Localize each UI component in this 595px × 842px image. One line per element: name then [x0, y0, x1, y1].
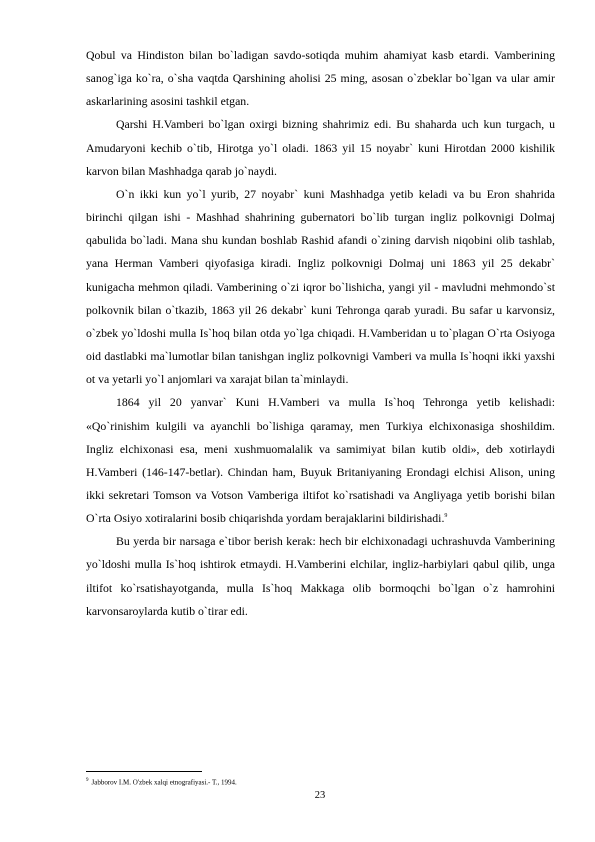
footnote-marker: 9 [86, 778, 89, 783]
footnote-divider [86, 771, 202, 772]
paragraph-4 [86, 391, 555, 530]
paragraph-5: Bu yerda bir narsaga e`tibor berish kerak: hech bir elchixonadagi uchrashuvda Vamberining yo`ldoshi mulla Is`hoq ishtirok etmaydi. H.Vamberini elchilar, ingliz-harbiylari qabul qilib, unga iltifot ko`rsatishayotganda, mulla Is`hoq Makkaga olib bormoqchi bo`lgan o`z hamrohini karvonsaroylarda kutib o`tirar edi. [86, 534, 555, 618]
paragraph-4-text: 1864 yil 20 yanvar` Kuni H.Vamberi va mulla Is`hoq Tehronga yetib kelishadi: «Qo`rinishim kulgili va ayanchli bo`lishiga qaramay, men Turkiya elchixonasiga shoshildim. Ingliz elchixonasi esa, meni xushmuomalalik va samimiyat bilan kutib oldi», deb xotirlaydi H.Vamberi (146-147-betlar). Chindan ham, Buyuk Britaniyaning Erondagi elchisi Alison, uning ikki sekretari Tomson va Votson Vamberiga iltifot ko`rsatishadi va Angliyaga yetib borishi bilan O`rta Osiyo xotiralarini bosib chiqarishda yordam berajaklarini bildirishadi. [86, 395, 555, 526]
paragraph-3: O`n ikki kun yo`l yurib, 27 noyabr` kuni Mashhadga yetib keladi va bu Eron shahrida birinchi qilgan ishi - Mashhad shahrining gubernatori bo`lib turgan ingliz polkovnigi Dolmaj qabulida bo`ladi. Mana shu kundan boshlab Rashid afandi o`zining darvish niqobini olib tashlab, yana Herman Vamberi qiyofasiga kiradi. Ingliz polkovnigi Dolmaj uni 1863 yil 25 dekabr` kunigacha mehmon qiladi. Vamberining o`zi iqror bo`lishicha, yangi yil - mavludni mehmondo`st polkovnik bilan o`tkazib, 1863 yil 26 dekabr` kuni Tehronga qarab yuradi. Bu safar u karvonsiz, o`zbek yo`ldoshi mulla Is`hoq bilan otda yo`lga chiqadi. H.Vamberidan u to`plagan O`rta Osiyoga oid dastlabki ma`lumotlar bilan tanishgan ingliz polkovnigi Vamberi va mulla Is`hoqni ikki yaxshi ot va yetarli yo`l anjomlari va xarajat bilan ta`minlaydi. [86, 186, 555, 387]
paragraph-2: Qarshi H.Vamberi bo`lgan oxirgi bizning shahrimiz edi. Bu shaharda uch kun turgach, u Amudaryoni kechib o`tib, Hirotga yo`l oladi. 1863 yil 15 noyabr` kuni Hirotdan 2000 kishilik karvon bilan Mashhadga qarab jo`naydi. [86, 117, 555, 178]
paragraph-1: Qobul va Hindiston bilan bo`ladigan savdo-sotiqda muhim ahamiyat kasb etardi. Vamberining sanog`iga ko`ra, o`sha vaqtda Qarshining aholisi 25 ming, asosan o`zbeklar bo`lgan va ular amir askarlarining asosini tashkil etgan. [86, 48, 555, 109]
body-text [86, 44, 555, 623]
footnote [86, 776, 555, 787]
footnote-text: Jabborov I.M. O'zbek xalqi etnografiyasi.- T., 1994. [91, 778, 237, 787]
footnote-reference[interactable]: 9 [444, 513, 448, 520]
page-number: 23 [314, 790, 326, 801]
